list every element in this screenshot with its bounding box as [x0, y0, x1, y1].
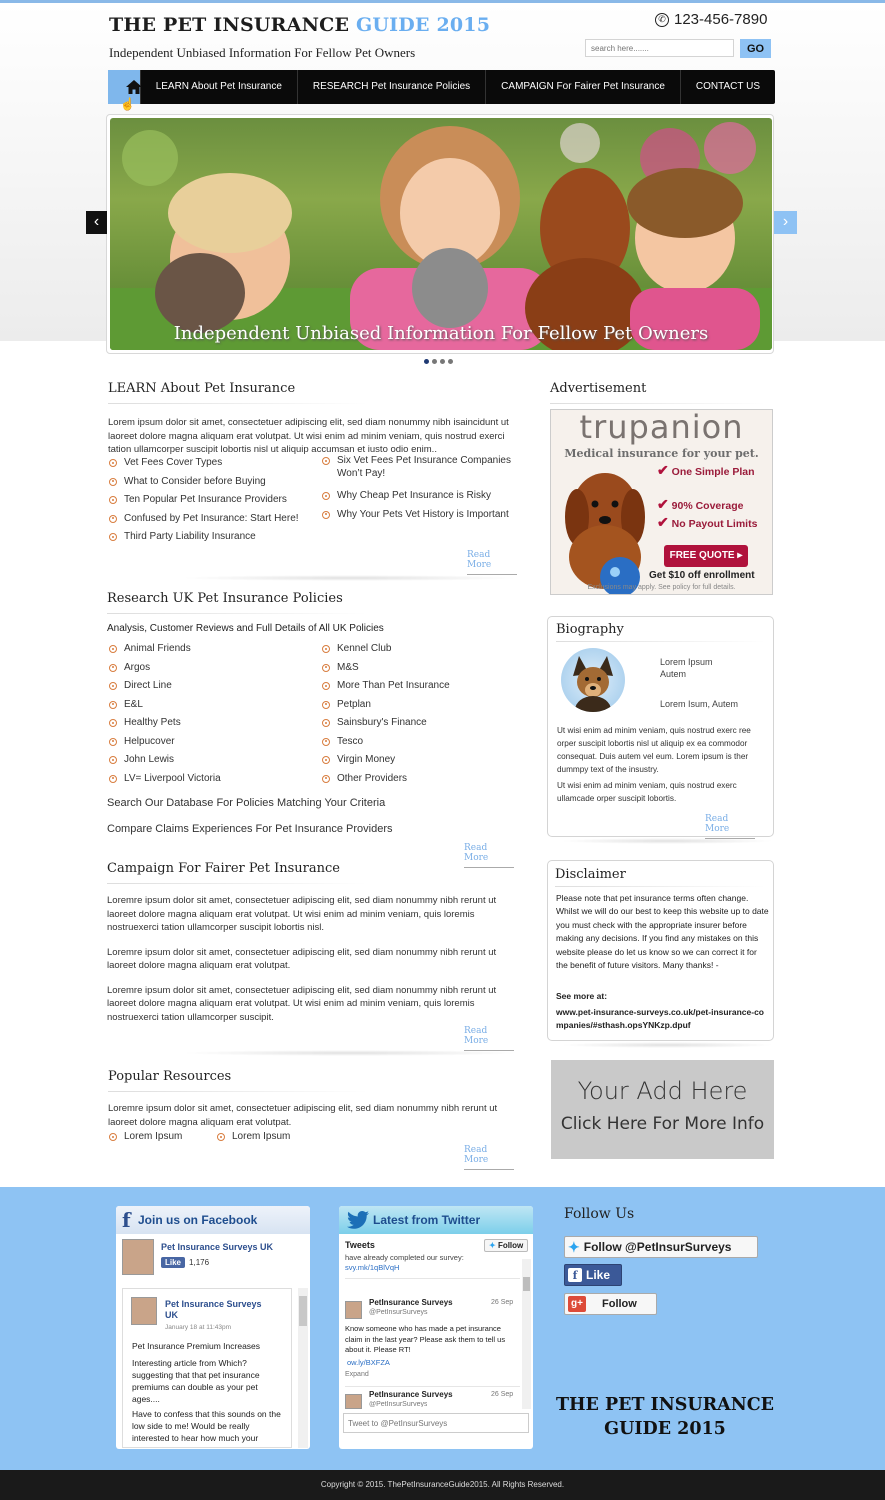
campaign-text-1: Loremre ipsum dolor sit amet, consectetuer adipiscing elit, sed diam nonummy nibh rerunt ut laoreet dolore magna aliquam erat volutpat. Ut wisi enim ad minim veniam, quis loremis nostruexerci tation ullamcorper suscipit lobortis nisl. — [107, 895, 497, 933]
section-shadow — [180, 575, 520, 581]
learn-list-1 — [109, 454, 314, 547]
bullet-icon — [322, 738, 330, 746]
footer-logo-line1: THE PET INSURANCE — [555, 1395, 775, 1415]
phone-icon: ✆ — [655, 13, 669, 27]
research-subheading: Analysis, Customer Reviews and Full Details of All UK Policies — [107, 623, 384, 634]
tweet-text: Know someone who has made a pet insurance claim in the last year? Please ask them to tell us about it. Please RT! — [345, 1324, 506, 1354]
main-nav — [108, 70, 775, 104]
learn-list-2 — [322, 454, 520, 524]
list-item-label: Lorem Ipsum — [232, 1131, 291, 1142]
facebook-like-row — [161, 1257, 209, 1268]
list-item-label: Why Cheap Pet Insurance is Risky — [337, 490, 491, 501]
your-ad-line1: Your Add Here — [577, 1077, 748, 1105]
campaign-text-3: Loremre ipsum dolor sit amet, consectetuer adipiscing elit, sed diam nonummy nibh rerunt ut laoreet dolore magna aliquam erat volutpat. Ut wisi enim ad minim veniam, quis loremis nostruexerci tation ullamcorper suscipit. — [107, 984, 497, 1023]
hero-illustration — [110, 118, 772, 350]
bird-icon: ✦ — [489, 1241, 496, 1250]
learn-heading: LEARN About Pet Insurance — [108, 381, 296, 396]
twitter-follow-label: Follow — [497, 1241, 524, 1250]
list-item-label: Other Providers — [337, 772, 408, 784]
follow-twitter-button[interactable] — [564, 1236, 758, 1258]
bio-name — [660, 656, 713, 680]
list-item[interactable] — [322, 696, 522, 715]
your-ad-line2: Click Here For More Info — [560, 1114, 765, 1134]
ad-point-3-text: No Payout Limits — [671, 518, 758, 530]
ad-point-2-text: 90% Coverage — [671, 500, 744, 512]
divider — [108, 403, 368, 404]
bullet-icon — [109, 459, 117, 467]
site-tagline: Independent Unbiased Information For Fellow Pet Owners — [109, 45, 416, 60]
dog-avatar-icon — [561, 648, 625, 712]
nav-contact[interactable]: CONTACT US — [680, 70, 775, 104]
tweet-avatar — [345, 1394, 362, 1409]
ad-point-2 — [657, 496, 743, 513]
facebook-title-text: Join us on Facebook — [138, 1213, 258, 1227]
twitter-follow-button[interactable] — [484, 1239, 528, 1252]
twitter-widget-title — [339, 1206, 533, 1234]
research-list-2 — [322, 640, 522, 788]
footer-logo[interactable] — [545, 1393, 785, 1441]
site-title-main: THE PET INSURANCE — [109, 14, 356, 36]
list-item[interactable] — [322, 733, 522, 752]
divider — [107, 883, 367, 884]
your-ad-here-banner[interactable] — [551, 1060, 774, 1159]
follow-gplus-label: Follow — [602, 1298, 637, 1310]
follow-facebook-label: Like — [586, 1268, 611, 1282]
list-item-label: Virgin Money — [337, 754, 396, 765]
slider-dot[interactable] — [448, 359, 453, 364]
search-database-link[interactable]: Search Our Database For Policies Matching Your Criteria — [107, 797, 386, 809]
ad-point-1 — [657, 464, 755, 479]
campaign-read-more[interactable]: Read More — [464, 1026, 514, 1051]
list-item-label: Direct Line — [124, 680, 172, 691]
list-item[interactable] — [109, 659, 309, 678]
bullet-icon — [109, 515, 117, 523]
disclaimer-heading: Disclaimer — [555, 867, 626, 882]
divider — [345, 1386, 520, 1387]
tweet-link[interactable]: ow.ly/BXFZA — [347, 1358, 390, 1367]
learn-section — [108, 381, 518, 457]
home-icon — [126, 80, 142, 94]
tweet-handle: @PetInsurSurveys — [369, 1401, 428, 1407]
popular-list — [109, 1128, 290, 1147]
list-item-label: Animal Friends — [124, 643, 191, 654]
follow-heading: Follow Us — [564, 1206, 635, 1222]
bullet-icon — [322, 682, 330, 690]
list-item-label: Vet Fees Cover Types — [124, 457, 223, 468]
popular-heading: Popular Resources — [108, 1069, 232, 1084]
divider — [107, 613, 367, 614]
free-quote-button[interactable]: FREE QUOTE ▸ — [664, 545, 748, 567]
slider-prev-button[interactable]: ‹ — [86, 211, 107, 234]
ad-brand: trupanion — [579, 409, 744, 446]
follow-gplus-button[interactable] — [564, 1293, 657, 1315]
site-title[interactable] — [109, 14, 490, 36]
list-item[interactable] — [109, 714, 309, 733]
facebook-like-button[interactable]: Like — [161, 1257, 185, 1268]
facebook-page-name[interactable]: Pet Insurance Surveys UK — [161, 1242, 274, 1252]
tweet-partial-link[interactable]: svy.mk/1qBlVqH — [345, 1263, 400, 1272]
advertisement-heading: Advertisement — [550, 381, 647, 396]
bullet-icon — [322, 756, 330, 764]
tweet-handle: @PetInsurSurveys — [369, 1309, 428, 1316]
slider-dot[interactable] — [424, 359, 429, 364]
list-item[interactable] — [109, 770, 309, 789]
phone-text: 123-456-7890 — [674, 11, 768, 28]
research-list-1 — [109, 640, 309, 788]
list-item-label: Lorem Ipsum — [124, 1131, 183, 1142]
footer-logo-line2: GUIDE 2015 — [604, 1419, 726, 1439]
tweet-partial — [345, 1253, 520, 1273]
bullet-icon — [109, 1133, 117, 1141]
list-item[interactable] — [322, 659, 522, 678]
post-author[interactable]: Pet Insurance Surveys UK — [165, 1299, 262, 1320]
list-item-label: Tesco — [337, 735, 364, 747]
ad-fine-print: Exclusions may apply. See policy for full details. — [587, 584, 736, 591]
list-item-label: Kennel Club — [337, 643, 392, 654]
disclaimer-text: Please note that pet insurance terms often change. Whilst we will do our best to keep this website up to date you must check with the appropriate insurer before making any decisions. If you find any mistakes on this website please do let us know so we can correct it for the benefit of future visitors. Many thanks! - — [556, 893, 769, 971]
bullet-icon — [109, 533, 117, 541]
hero-slider — [106, 114, 774, 354]
follow-facebook-button[interactable] — [564, 1264, 622, 1286]
post-text-1: Interesting article from Which? suggesting that that pet insurance premiums can double as your pet ages.... — [132, 1358, 260, 1404]
list-item-label: Why Your Pets Vet History is Important — [337, 508, 509, 520]
list-item-label: E&L — [124, 698, 143, 710]
bio-text-2: Ut wisi enim ad minim veniam, quis nostrud exerc ullamcade orper suscipit lobortis. — [557, 781, 737, 803]
avatar — [561, 648, 625, 712]
research-read-more[interactable]: Read More — [464, 843, 514, 868]
biography-box — [547, 616, 774, 837]
slider-dot[interactable] — [432, 359, 437, 364]
facebook-feed[interactable] — [122, 1288, 292, 1448]
post-text-2: Have to confess that this sounds on the low side to me! Would be really interested to hear how much your — [132, 1409, 281, 1443]
bullet-icon — [322, 664, 330, 672]
list-item[interactable] — [109, 491, 314, 510]
bullet-icon — [109, 682, 117, 690]
divider — [556, 641, 766, 642]
list-item[interactable] — [322, 714, 522, 733]
bullet-icon — [322, 701, 330, 709]
biography-heading: Biography — [556, 622, 624, 637]
hand-cursor-icon: ☝ — [120, 97, 135, 111]
ad-offer: Get $10 off enrollment — [649, 570, 755, 581]
tweet-avatar — [345, 1301, 362, 1319]
list-item[interactable] — [109, 528, 314, 547]
nav-learn[interactable]: LEARN About Pet Insurance — [140, 70, 297, 104]
slider-dots — [424, 359, 453, 364]
search-input[interactable] — [585, 39, 734, 57]
popular-section — [108, 1069, 520, 1129]
list-item-label: Helpucover — [124, 735, 175, 747]
divider — [345, 1278, 520, 1279]
list-item-label: Ten Popular Pet Insurance Providers — [124, 494, 287, 505]
facebook-widget — [116, 1206, 310, 1449]
bullet-icon — [322, 492, 330, 500]
learn-text: Lorem ipsum dolor sit amet, consectetuer adipiscing elit, sed diam nonummy nibh isaincidunt ut laoreet dolore magna aliquam erat volutpat. Ut wisi enim ad minim veniam, quis nostrud exerci tation ullamcorper suscipit lobortis nisl ut aliquip accumsan et iusto odio enim.. — [108, 417, 509, 455]
facebook-widget-title — [116, 1206, 310, 1234]
tweet-author[interactable]: PetInsurance Surveys — [369, 1390, 453, 1399]
twitter-bird-icon — [347, 1211, 369, 1229]
list-item-label: M&S — [337, 661, 359, 673]
bio-read-more[interactable]: Read More — [705, 814, 755, 839]
puppy-illustration — [555, 462, 655, 595]
twitter-widget — [339, 1206, 533, 1449]
tweet-expand[interactable]: Expand — [345, 1371, 369, 1378]
twitter-icon: ✦ — [568, 1238, 580, 1255]
list-item[interactable] — [322, 640, 522, 659]
list-item-label: More Than Pet Insurance — [337, 680, 450, 691]
phone-number — [655, 11, 767, 28]
list-item[interactable] — [322, 770, 522, 789]
bullet-icon — [322, 719, 330, 727]
divider — [550, 403, 765, 404]
nav-campaign[interactable]: CAMPAIGN For Fairer Pet Insurance — [485, 70, 680, 104]
bio-name-2: Autem — [660, 669, 687, 679]
facebook-icon: f — [122, 1208, 131, 1232]
list-item[interactable] — [109, 454, 314, 473]
list-item-label: Petplan — [337, 698, 371, 710]
twitter-title-text: Latest from Twitter — [373, 1213, 481, 1227]
hero-image — [110, 118, 772, 350]
check-icon: ✔ — [657, 514, 669, 530]
bullet-icon — [109, 645, 117, 653]
bullet-icon — [109, 496, 117, 504]
trupanion-ad[interactable] — [550, 409, 773, 595]
list-item[interactable] — [322, 751, 522, 770]
facebook-page-avatar — [122, 1239, 154, 1275]
ad-point-3 — [657, 514, 767, 531]
bullet-icon — [109, 775, 117, 783]
popular-text: Loremre ipsum dolor sit amet, consectetuer adipiscing elit, sed diam nonummy nibh rerunt ut laoreet dolore magna aliquam erat volutpat. — [108, 1103, 498, 1128]
post-title: Pet Insurance Premium Increases — [132, 1341, 261, 1351]
list-item[interactable] — [109, 510, 314, 529]
bullet-icon — [109, 664, 117, 672]
copyright-text: Copyright © 2015. ThePetInsuranceGuide2015. All Rights Reserved. — [320, 1480, 565, 1489]
slider-next-button[interactable]: › — [774, 211, 797, 234]
bullet-icon — [322, 511, 330, 519]
bullet-icon — [322, 645, 330, 653]
ad-point-1-text: One Simple Plan — [671, 466, 755, 478]
bullet-icon — [109, 701, 117, 709]
list-item[interactable] — [322, 677, 522, 696]
campaign-text-2: Loremre ipsum dolor sit amet, consectetuer adipiscing elit, sed diam nonummy nibh rerunt ut laoreet dolore magna aliquam erat volutpat. — [107, 946, 497, 971]
check-icon: ✔ — [657, 496, 669, 512]
bullet-icon — [322, 775, 330, 783]
list-item[interactable] — [109, 677, 309, 696]
campaign-heading: Campaign For Fairer Pet Insurance — [107, 861, 340, 876]
search-go-button[interactable]: GO — [740, 39, 771, 58]
list-item[interactable] — [109, 696, 309, 715]
research-section — [107, 591, 517, 634]
list-item[interactable] — [322, 454, 520, 480]
list-item-label: Sainsbury's Finance — [337, 717, 427, 728]
list-item-label: Argos — [124, 661, 151, 673]
tweet-partial-text: have already completed our survey: — [345, 1253, 464, 1262]
follow-twitter-label: Follow @PetInsurSurveys — [583, 1240, 732, 1254]
facebook-icon: f — [568, 1268, 582, 1282]
see-more-label: See more at: — [556, 991, 608, 1001]
list-item-label: Confused by Pet Insurance: Start Here! — [124, 512, 299, 524]
list-item[interactable] — [109, 473, 314, 492]
section-shadow — [560, 1042, 774, 1048]
disclaimer-box — [547, 860, 774, 1041]
tweet-date: 26 Sep — [491, 1299, 514, 1306]
slider-dot[interactable] — [440, 359, 445, 364]
bio-name-1: Lorem Ipsum — [660, 657, 713, 667]
learn-read-more[interactable]: Read More — [467, 550, 517, 575]
research-heading: Research UK Pet Insurance Policies — [107, 591, 343, 606]
ad-tagline: Medical insurance for your pet. — [564, 447, 759, 460]
list-item[interactable] — [109, 751, 309, 770]
bio-role: Lorem Isum, Autem — [660, 699, 739, 709]
list-item[interactable] — [109, 640, 309, 659]
copyright-bar — [0, 1470, 885, 1500]
list-item[interactable] — [322, 487, 520, 506]
section-shadow — [180, 1050, 520, 1056]
post-date: January 18 at 11:43pm — [165, 1324, 232, 1331]
check-icon: ✔ — [657, 462, 669, 478]
popular-read-more[interactable]: Read More — [464, 1145, 514, 1170]
twitter-scrollbar[interactable] — [522, 1259, 531, 1409]
campaign-section — [107, 861, 519, 1024]
list-item-label: Third Party Liability Insurance — [124, 531, 256, 542]
compare-claims-link[interactable]: Compare Claims Experiences For Pet Insurance Providers — [107, 823, 393, 835]
hero-caption: Independent Unbiased Information For Fellow Pet Owners — [173, 323, 709, 344]
tweet-author[interactable]: PetInsurance Surveys — [369, 1298, 453, 1307]
bullet-icon — [109, 756, 117, 764]
bullet-icon — [109, 478, 117, 486]
list-item[interactable] — [217, 1128, 290, 1147]
list-item[interactable] — [109, 733, 309, 752]
list-item-label: Six Vet Fees Pet Insurance Companies Won’t Pay! — [337, 455, 511, 479]
list-item[interactable] — [322, 506, 520, 525]
list-item-label: What to Consider before Buying — [124, 475, 266, 487]
post-avatar — [131, 1297, 157, 1325]
scrollbar-thumb[interactable] — [299, 1296, 307, 1326]
divider — [108, 1091, 368, 1092]
nav-research[interactable]: RESEARCH Pet Insurance Policies — [297, 70, 485, 104]
facebook-scrollbar[interactable] — [298, 1288, 308, 1448]
google-plus-icon: g+ — [568, 1296, 586, 1312]
tweets-label: Tweets — [345, 1240, 375, 1250]
section-shadow — [560, 838, 774, 844]
site-title-accent: GUIDE 2015 — [355, 14, 491, 36]
bullet-icon — [109, 738, 117, 746]
list-item-label: John Lewis — [124, 754, 175, 765]
bio-text-1: Ut wisi enim ad minim veniam, quis nostrud exerc ree orper suscipit lobortis nisl ut aliquip ex ea commodor consequat. Duis autem vel eum. Lorem ipsum is ther dummpy text of the insustry. — [557, 726, 751, 774]
advertisement-section — [550, 381, 773, 404]
disclaimer-link[interactable]: www.pet-insurance-surveys.co.uk/pet-insurance-companies/#sthash.opsYNKzp.dpuf — [556, 1007, 764, 1030]
list-item-label: Healthy Pets — [124, 717, 181, 728]
bullet-icon — [322, 457, 330, 465]
list-item-label: LV= Liverpool Victoria — [124, 772, 221, 784]
facebook-like-count: 1,176 — [189, 1258, 210, 1267]
tweet-compose-input[interactable] — [343, 1413, 529, 1433]
list-item[interactable] — [109, 1128, 195, 1147]
tweet-date: 26 Sep — [491, 1391, 514, 1398]
bullet-icon — [217, 1133, 225, 1141]
divider — [555, 886, 765, 887]
bullet-icon — [109, 719, 117, 727]
scrollbar-thumb[interactable] — [523, 1277, 530, 1291]
